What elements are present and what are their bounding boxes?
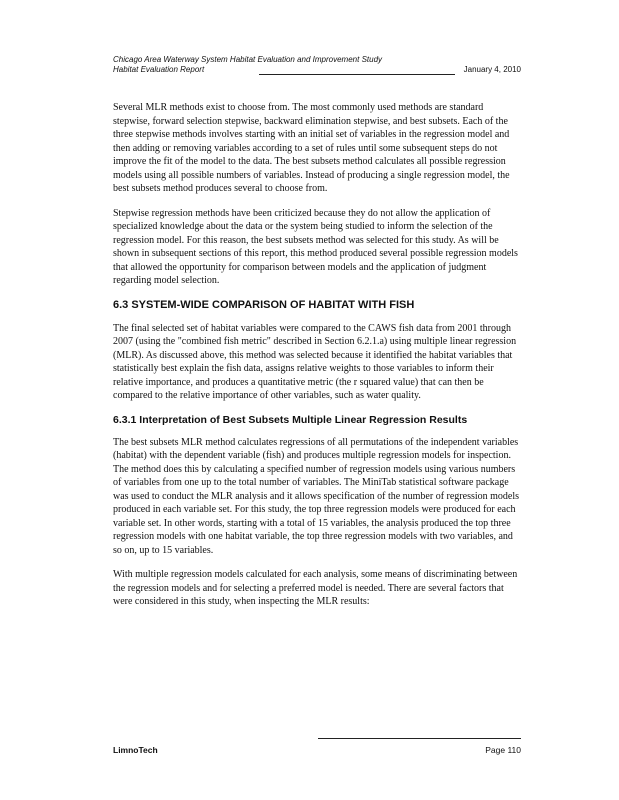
page-number: Page 110 bbox=[485, 745, 521, 755]
paragraph-best-subsets: The best subsets MLR method calculates regressions of all permutations of the independent variables (habitat) with the dependent variable (fish) and produces multiple regression models for inspection. The method does this by calculating a specified number of regression models using various numbers of variables from one up to the total number of variables. The MiniTab statistical software package was used to conduct the MLR analysis and it allows specification of the number of regression models produced in each variable set. For this study, the top three regression models were produced for each variable set. In other words, starting with a total of 15 variables, the analysis produced the top three regression models with one habitat variable, the top three regression models with two variables, and so on, up to 15 variables. bbox=[113, 436, 520, 556]
paragraph-stepwise-criticism: Stepwise regression methods have been criticized because they do not allow the application of specialized knowledge about the data or the system being studied to inform the selection of the regression model. For this reason, the best subsets method was selected for this study. As will be shown in subsequent sections of this report, this method produced several possible regression models that allowed the opportunity for comparison between models and the application of judgment regarding model selection. bbox=[113, 207, 518, 286]
paragraph-mlr-methods: Several MLR methods exist to choose from. The most commonly used methods are standard stepwise, forward selection stepwise, backward elimination stepwise, and best subsets. Each of the three stepwise methods involves starting with an initial set of variables in the regression model and then adding or removing variables according to a set of rules until some subsequent steps do not improve the fit of the model to the data. The best subsets method calculates all possible regression models using all possible numbers of variables. Instead of producing a single regression model, the best subsets method produces several to choose from. bbox=[113, 102, 510, 194]
header-second-line bbox=[113, 65, 521, 77]
footer-rule bbox=[318, 738, 521, 739]
header-project-title: Chicago Area Waterway System Habitat Evaluation and Improvement Study bbox=[113, 55, 383, 64]
header-rule bbox=[259, 74, 455, 75]
header-date: January 4, 2010 bbox=[463, 65, 521, 74]
footer-brand: LimnoTech bbox=[113, 745, 158, 755]
page-header bbox=[113, 55, 521, 77]
section-heading-6-3: 6.3 SYSTEM-WIDE COMPARISON OF HABITAT WITH FISH bbox=[113, 298, 415, 311]
paragraph-habitat-comparison: The final selected set of habitat variables were compared to the CAWS fish data from 2001 through 2007 (using the "combined fish metric" described in Section 6.2.1.a) using multiple linear regression (MLR). As discussed above, this method was selected because it identified the habitat variables that statistically best explain the fish data, assigns relative weights to those variables to inform their relative importance, and produces a quantitative metric (the r squared value) that can then be compared to the relative importance of other variables, such as water quality. bbox=[113, 322, 517, 401]
header-report-title: Habitat Evaluation Report bbox=[113, 65, 205, 74]
paragraph-model-selection: With multiple regression models calculated for each analysis, some means of discriminating between the regression models and for selecting a preferred model is needed. There are several factors that were considered in this study, when inspecting the MLR results: bbox=[113, 569, 518, 607]
page-body bbox=[113, 101, 521, 620]
subsection-heading-6-3-1: 6.3.1 Interpretation of Best Subsets Multiple Linear Regression Results bbox=[113, 413, 468, 426]
